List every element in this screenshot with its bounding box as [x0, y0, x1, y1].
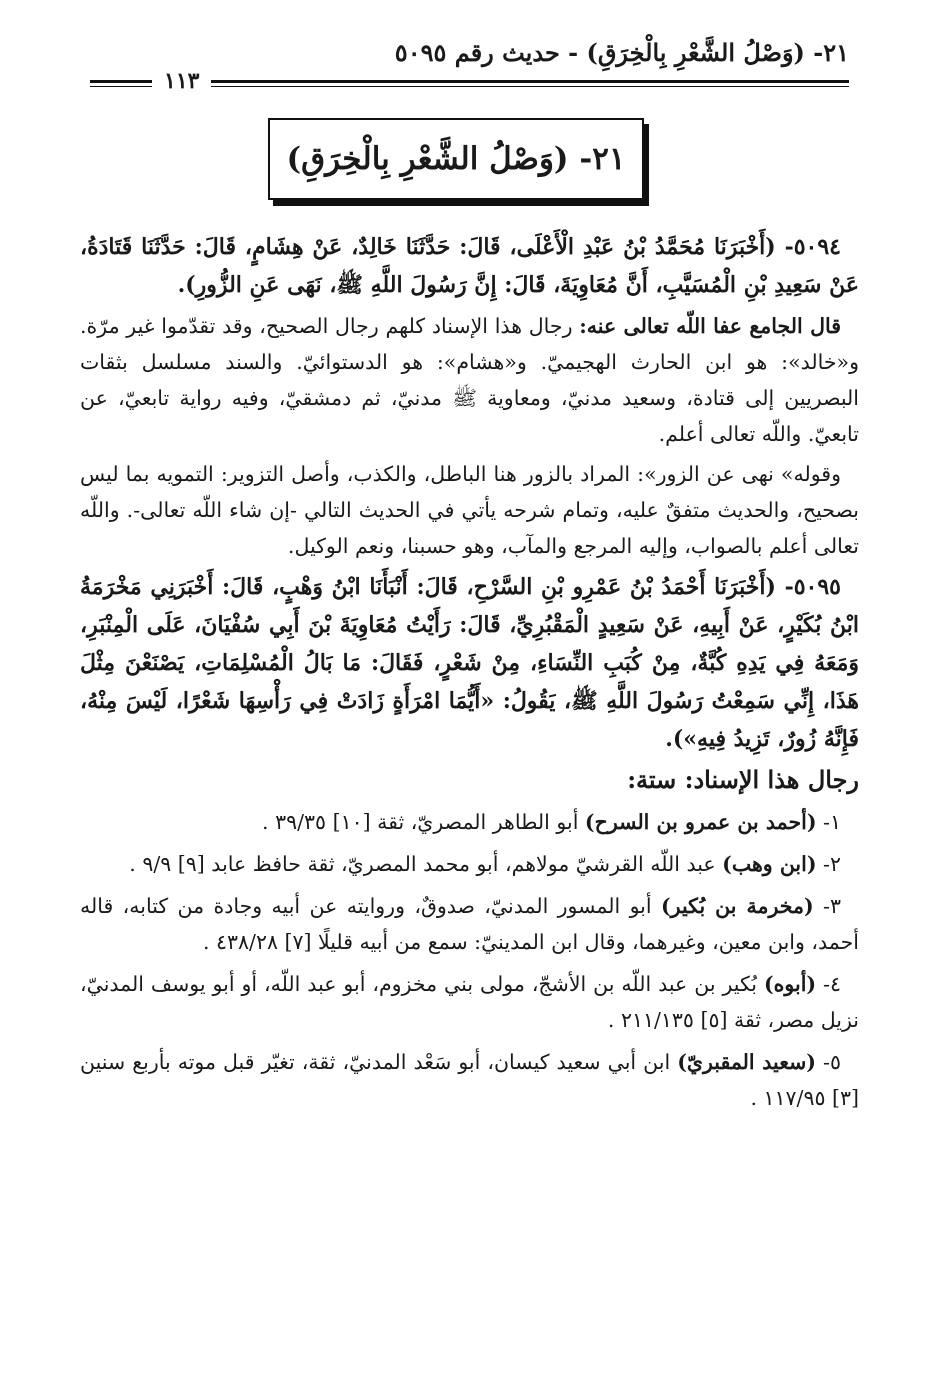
- hadith-5095: ٥٠٩٥- (أَخْبَرَنَا أَحْمَدُ بْنُ عَمْرِو بْنِ السَّرْحِ، قَالَ: أَنْبَأَنَا ابْنُ وَهْبٍ، قَالَ: أَخْبَرَنِي مَخْرَمَةُ ابْنُ بُكَيْرٍ، عَنْ أَبِيهِ، عَنْ سَعِيدٍ الْمَقْبُرِيِّ، قَالَ: رَأَيْتُ مُعَاوِيَةَ بْنَ أَبِي سُفْيَانَ، عَلَى الْمِنْبَرِ، وَمَعَهُ فِي يَدِهِ كُبَّةٌ، مِنْ كُبَبِ النِّسَاءِ، مِنْ شَعْرٍ، فَقَالَ: مَا بَالُ الْمُسْلِمَاتِ، يَصْنَعْنَ مِثْلَ هَذَا، إِنِّي سَمِعْتُ رَسُولَ اللَّهِ ﷺ، يَقُولُ: «أَيُّمَا امْرَأَةٍ زَادَتْ فِي رَأْسِهَا شَعْرًا، لَيْسَ مِنْهُ، فَإِنَّهُ زُورٌ، تَزِيدُ فِيهِ»).: [80, 574, 859, 752]
- page-number: ١١٣: [152, 66, 211, 96]
- narrator-details: أبو المسور المدنيّ، صدوقٌ، وروايته عن أبيه وجادة من كتابه، قاله أحمد، وابن معين، وغيرهما، وقال ابن المدينيّ: سمع من أبيه قليلًا [٧] ٤٣٨/٢٨ .: [80, 894, 859, 954]
- chapter-title: ٢١- (وَصْلُ الشَّعْرِ بِالْخِرَقِ): [286, 141, 626, 177]
- narrator-number: ٢-: [816, 852, 841, 876]
- chapter-title-box: [268, 118, 644, 200]
- narrator-name: (أبوه): [763, 972, 817, 996]
- commentary-lead: قال الجامع عفا اللّه تعالى عنه:: [579, 314, 842, 338]
- narrator-details: عبد اللّه القرشيّ مولاهم، أبو محمد المصريّ، ثقة حافظ عابد [٩] ٩/٩ .: [129, 852, 723, 876]
- narrators-heading: رجال هذا الإسناد: ستة:: [627, 765, 859, 794]
- narrator-details: أبو الطاهر المصريّ، ثقة [١٠] ٣٩/٣٥ .: [262, 810, 585, 834]
- narrator-entry: [80, 846, 859, 882]
- narrator-entry: [80, 888, 859, 960]
- narrator-name: (أحمد بن عمرو بن السرح): [584, 810, 817, 834]
- commentary-paragraph: [80, 308, 859, 452]
- narrator-entry: [80, 966, 859, 1038]
- running-header: [90, 38, 849, 98]
- narrator-details: ابن أبي سعيد كيسان، أبو سَعْد المدنيّ، ثقة، تغيّر قبل موته بأربع سنين [٣] ١١٧/٩٥ .: [80, 1050, 859, 1110]
- running-header-title: ٢١- (وَصْلُ الشَّعْرِ بِالْخِرَقِ) - حديث رقم ٥٠٩٥: [394, 38, 849, 67]
- narrator-details: بُكير بن عبد اللّه بن الأشجّ، مولى بني مخزوم، أبو عبد اللّه، أو أبو يوسف المدنيّ، نزيل مصر، ثقة [٥] ٢١١/١٣٥ .: [80, 972, 859, 1032]
- commentary-paragraph-2: وقوله» نهى عن الزور»: المراد بالزور هنا الباطل، والكذب، وأصل التزوير: التمويه بما ليس بصحيح، والحديث متفقٌ عليه، وتمام شرحه يأتي في الحديث التالي -إن شاء اللّه تعالى-. واللّه تعالى أعلم بالصواب، وإليه المرجع والمآب، وهو حسبنا، ونعم الوكيل.: [80, 462, 859, 558]
- commentary-text: رجال هذا الإسناد كلهم رجال الصحيح، وقد تقدّموا غير مرّة. و«خالد»: هو ابن الحارث الهجيميّ. و«هشام»: هو الدستوائيّ. والسند مسلسل بثقات البصريين إلى قتادة، وسعيد مدنيّ، ومعاوية ﷺ مدنيّ، ثم دمشقيّ، وفيه رواية تابعيّ، عن تابعيّ. واللّه تعالى أعلم.: [80, 314, 859, 446]
- narrator-name: (ابن وهب): [722, 852, 817, 876]
- narrator-entry: [80, 804, 859, 840]
- narrator-number: ٤-: [816, 972, 841, 996]
- hadith-5094: ٥٠٩٤- (أَخْبَرَنَا مُحَمَّدُ بْنُ عَبْدِ الْأَعْلَى، قَالَ: حَدَّثَنَا خَالِدٌ، عَنْ هِشَامٍ، قَالَ: حَدَّثَنَا قَتَادَةُ، عَنْ سَعِيدِ بْنِ الْمُسَيَّبِ، أَنَّ مُعَاوِيَةَ، قَالَ: إِنَّ رَسُولَ اللَّهِ ﷺ، نَهَى عَنِ الزُّورِ).: [80, 234, 859, 298]
- narrator-number: ٥-: [816, 1050, 842, 1074]
- narrator-number: ١-: [816, 810, 841, 834]
- body-text: [80, 228, 859, 1122]
- narrator-name: (مخرمة بن بُكير): [660, 894, 814, 918]
- narrator-entry: [80, 1044, 859, 1116]
- narrator-number: ٣-: [813, 894, 841, 918]
- narrator-name: (سعيد المقبريّ): [677, 1050, 817, 1074]
